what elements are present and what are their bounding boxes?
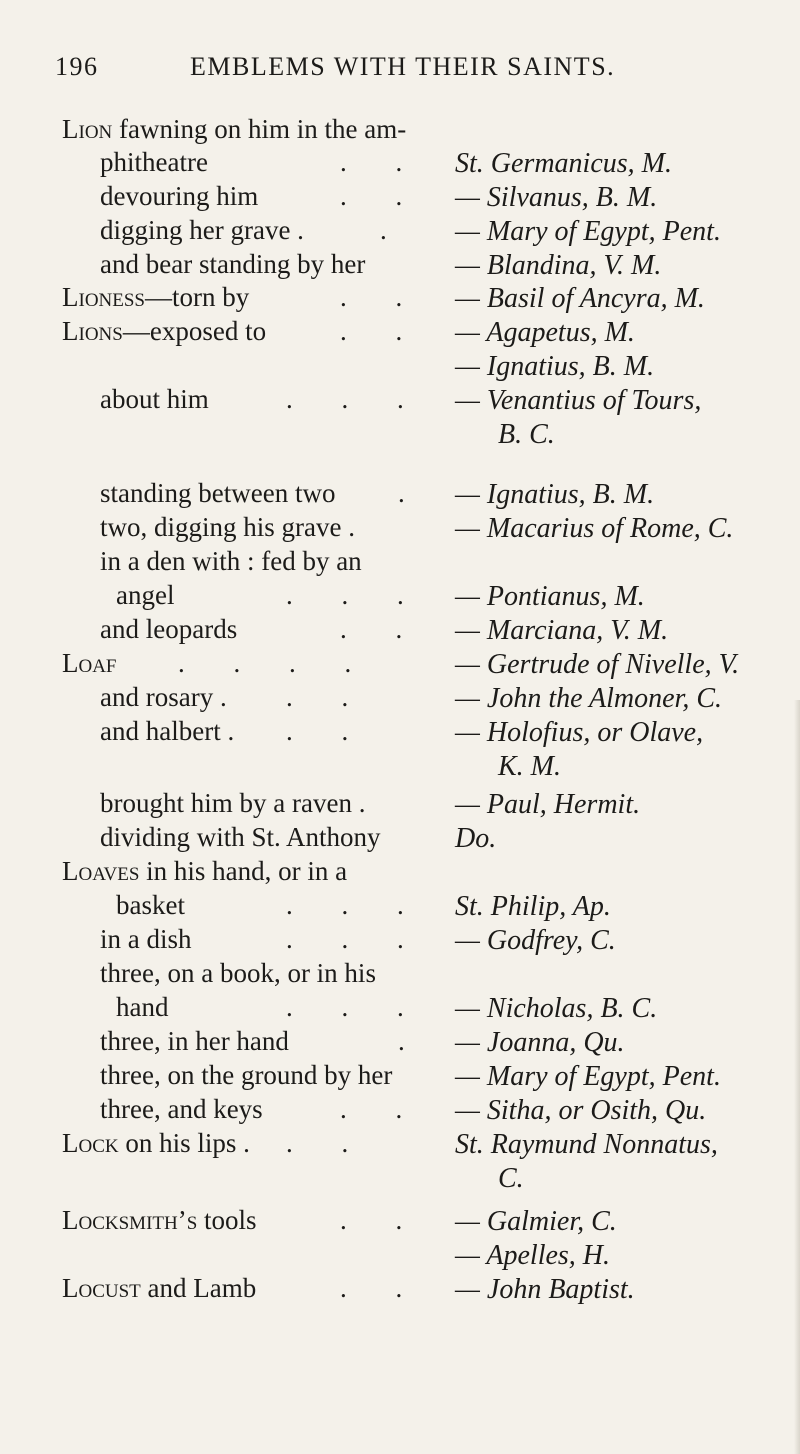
leader-dots: . . [340,147,424,177]
entry-saint: — Basil of Ancyra, M. [455,283,705,314]
running-title: EMBLEMS WITH THEIR SAINTS. [190,52,616,81]
leader-dots: . . [340,181,424,211]
entry-emblem: brought him by a raven . [100,788,366,818]
entry-emblem: three, and keys [100,1094,263,1124]
leader-dots: . . . [286,384,425,414]
entry-emblem: three, on the ground by her [100,1060,393,1090]
entry-saint: — Blandina, V. M. [455,250,662,281]
leader-dots: . . [340,614,424,644]
entry-saint: St. Germanicus, M. [455,148,672,179]
entry-emblem: basket [116,890,185,920]
entry-emblem: two, digging his grave . [100,512,355,542]
entry-emblem: Lock on his lips . [62,1128,250,1158]
leader-dots: . . [340,1205,424,1235]
entry-saint: B. C. [498,419,555,450]
leader-dots: . . [340,282,424,312]
entry-emblem: three, on a book, or in his [100,958,376,988]
entry-emblem: standing between two [100,478,336,508]
entry-emblem: and rosary . [100,682,227,712]
leader-dots: . . [286,682,370,712]
entry-saint: — Apelles, H. [455,1240,611,1271]
entry-emblem: Lions—exposed to [62,316,267,346]
page-number: 196 [55,52,99,81]
entry-saint: — Holofius, or Olave, [455,717,704,748]
entry-emblem: in a den with : fed by an [100,546,362,576]
entry-saint: — Mary of Egypt, Pent. [455,1061,721,1092]
leader-dots: . . [340,1094,424,1124]
leader-dots: . [380,215,408,245]
leader-dots: . . [286,716,370,746]
leader-dots: . [398,1026,426,1056]
entry-emblem: Loaves in his hand, or in a [62,856,348,886]
entry-saint: — Godfrey, C. [455,925,616,956]
entry-emblem: hand [116,992,169,1022]
entry-saint: — Paul, Hermit. [455,789,641,820]
entry-saint: — Nicholas, B. C. [455,993,658,1024]
entry-saint: — Galmier, C. [455,1206,617,1237]
entry-emblem: in a dish [100,924,192,954]
entry-saint: — Venantius of Tours, [455,385,702,416]
entry-emblem: devouring him [100,181,259,211]
entry-saint: Do. [455,823,497,854]
entry-emblem: digging her grave . [100,215,304,245]
leader-dots: . . [286,1128,370,1158]
entry-emblem: dividing with St. Anthony [100,822,381,852]
entry-saint: — Silvanus, B. M. [455,182,658,213]
leader-dots: . [398,478,426,508]
entry-emblem: Locust and Lamb [62,1273,257,1303]
leader-dots: . . . . [178,648,373,678]
entry-saint: St. Raymund Nonnatus, [455,1129,718,1160]
entry-saint: — Pontianus, M. [455,581,645,612]
entry-emblem: about him [100,384,209,414]
entry-saint: — John the Almoner, C. [455,683,723,714]
entry-saint: — Macarius of Rome, C. [455,513,734,544]
entry-saint: — Joanna, Qu. [455,1027,625,1058]
page-edge-shadow [794,700,800,1454]
entry-emblem: Loaf [62,648,117,678]
entry-saint: C. [498,1163,524,1194]
leader-dots: . . [340,1273,424,1303]
entry-emblem: Locksmith’s tools [62,1205,257,1235]
entry-emblem: Lion fawning on him in the am- [62,114,407,144]
entry-emblem: phitheatre [100,147,208,177]
entry-saint: — Gertrude of Nivelle, V. [455,649,740,680]
leader-dots: . . [340,316,424,346]
entry-saint: St. Philip, Ap. [455,891,611,922]
entry-emblem: angel [116,580,175,610]
entry-saint: — John Baptist. [455,1274,635,1305]
entry-saint: — Sitha, or Osith, Qu. [455,1095,707,1126]
entry-saint: K. M. [498,751,561,782]
leader-dots: . . . [286,924,425,954]
entry-saint: — Mary of Egypt, Pent. [455,216,721,247]
entry-emblem: three, in her hand [100,1026,289,1056]
entry-saint: — Agapetus, M. [455,317,635,348]
entry-saint: — Marciana, V. M. [455,615,669,646]
entry-saint: — Ignatius, B. M. [455,351,655,382]
entry-saint: — Ignatius, B. M. [455,479,655,510]
entry-emblem: and halbert . [100,716,235,746]
entry-emblem: Lioness—torn by [62,282,250,312]
leader-dots: . . . [286,890,425,920]
leader-dots: . . . [286,992,425,1022]
leader-dots: . . . [286,580,425,610]
entry-emblem: and leopards [100,614,238,644]
entry-emblem: and bear standing by her [100,249,366,279]
